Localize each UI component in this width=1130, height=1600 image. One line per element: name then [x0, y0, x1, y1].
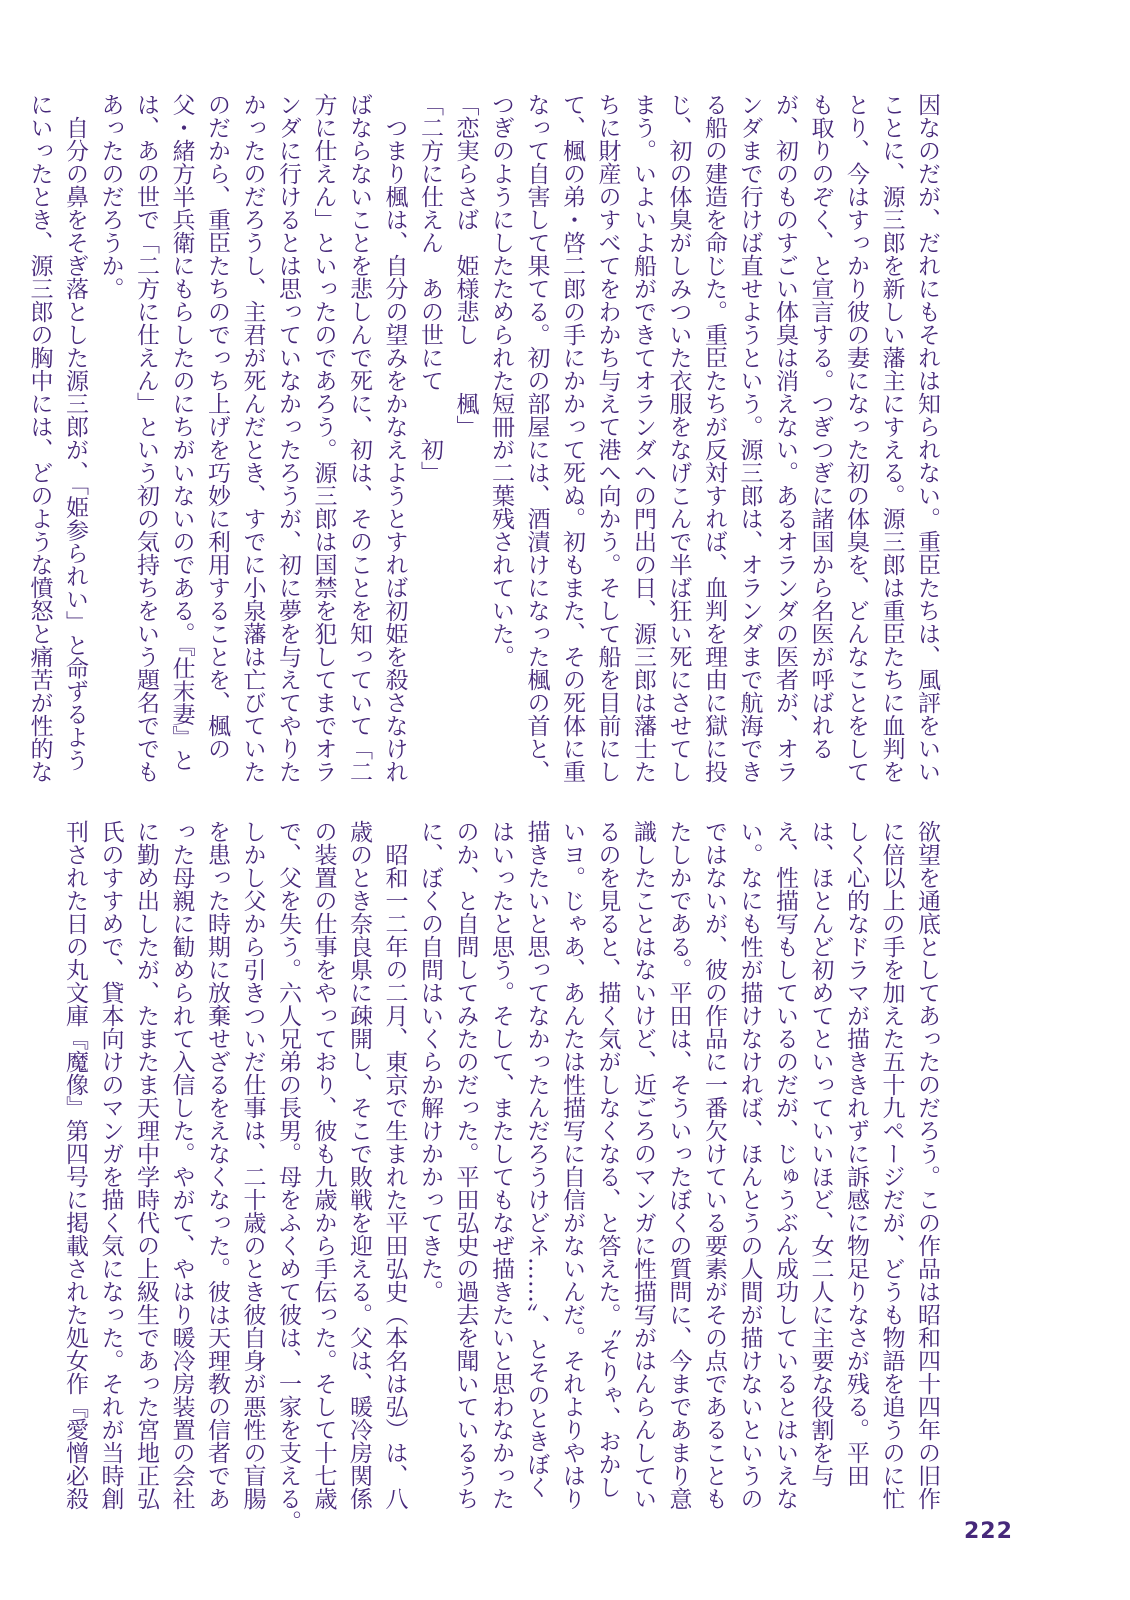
- text-line: いヨ。じゃあ、あんたは性描写に自信がないんだ。それよりやはり: [559, 820, 585, 1510]
- page-number: 222: [964, 1519, 1013, 1544]
- lower-text-block: [62, 820, 944, 1533]
- text-line: じ、初の体臭がしみついた衣服をなげこんで半ば狂い死にさせてし: [665, 93, 692, 783]
- text-line: ことに、源三郎を新しい藩主にすえる。源三郎は重臣たちに血判を: [878, 93, 905, 783]
- text-line: なって自害して果てる。初の部屋には、酒漬けになった楓の首と、: [523, 93, 550, 783]
- text-line: 昭和一二年の二月、東京で生まれた平田弘史（本名は弘）は、八: [381, 820, 408, 1510]
- text-line: るのを見ると、描く気がしなくなる、と答えた。〝そりゃ、おかし: [594, 820, 621, 1499]
- poem-line: 「恋実らさば 姫様悲し 楓」: [452, 93, 479, 438]
- text-line: に倍以上の手を加えた五十九ページだが、どうも物語を追うのに忙: [878, 820, 905, 1510]
- text-line: 欲望を通底としてあったのだろう。この作品は昭和四十四年の旧作: [914, 820, 940, 1510]
- poem-line: 「二方に仕えん あの世にて 初」: [417, 93, 443, 484]
- text-line: とり、今はすっかり彼の妻になった初の体臭を、どんなことをして: [843, 93, 869, 783]
- text-line: 刊された日の丸文庫『魔像』第四号に掲載された処女作『愛憎必殺: [62, 820, 88, 1510]
- text-line: はいったと思う。そして、またしてもなぜ描きたいと思わなかった: [488, 820, 514, 1510]
- text-line: 父・緒方半兵衛にもらしたのにちがいないのである。『仕末妻』と: [168, 93, 195, 772]
- text-line: て、楓の弟・啓二郎の手にかかって死ぬ。初もまた、その死体に重: [559, 93, 585, 783]
- text-line: まう。いよいよ船ができてオランダへの門出の日、源三郎は藩士た: [630, 93, 656, 783]
- text-line: は、あの世で「二方に仕えん」という初の気持ちをいう題名ででも: [133, 93, 159, 783]
- text-line: かったのだろうし、主君が死んだとき、すでに小泉藩は亡びていた: [239, 93, 266, 783]
- text-line: ではないが、彼の作品に一番欠けている要素がその点であることも: [701, 820, 727, 1510]
- text-line: の装置の仕事をやっており、彼も九歳から手伝った。そして十七歳: [310, 820, 337, 1510]
- text-line: 方に仕えん」といったのであろう。源三郎は国禁を犯してまでオラ: [310, 93, 337, 783]
- text-line: ンダに行けるとは思っていなかったろうが、初に夢を与えてやりた: [275, 93, 301, 783]
- text-line: つまり楓は、自分の望みをかなえようとすれば初姫を殺さなけれ: [381, 93, 408, 783]
- text-line: を患った時期に放棄せざるをえなくなった。彼は天理教の信者であ: [204, 820, 230, 1510]
- text-line: ンダまで行けば直せようという。源三郎は、オランダまで航海でき: [736, 93, 763, 783]
- text-line: のだから、重臣たちのでっち上げを巧妙に利用することを、楓の: [204, 93, 230, 760]
- text-line: 因なのだが、だれにもそれは知られない。重臣たちは、風評をいい: [914, 93, 940, 783]
- text-line: しく心的なドラマが描ききれずに訴感に物足りなさが残る。平田: [843, 820, 869, 1487]
- text-line: え、性描写もしているのだが、じゅうぶん成功しているとはいえな: [772, 820, 798, 1510]
- text-line: ちに財産のすべてをわかち与えて港へ向かう。そして船を目前にし: [594, 93, 621, 783]
- text-line: ばならないことを悲しんで死に、初は、そのことを知っていて「二: [346, 93, 372, 783]
- text-line: も取りのぞく、と宣言する。つぎつぎに諸国から名医が呼ばれる: [807, 93, 834, 760]
- text-line: しかし父から引きついだ仕事は、二十歳のとき彼自身が悪性の盲腸: [239, 820, 266, 1510]
- text-line: にいったとき、源三郎の胸中には、どのような憤怒と痛苦が性的な: [26, 93, 53, 783]
- text-line: い。なにも性が描けなければ、ほんとうの人間が描けないというの: [736, 820, 763, 1510]
- text-line: は、ほとんど初めてといっていいほど、女二人に主要な役割を与: [807, 820, 834, 1487]
- text-line: った母親に勧められて入信した。やがて、やはり暖冷房装置の会社: [168, 820, 195, 1510]
- text-line: あったのだろうか。: [97, 93, 124, 300]
- text-line: で、父を失う。六人兄弟の長男。母をふくめて彼は、一家を支える。: [275, 820, 301, 1533]
- text-line: たしかである。平田は、そういったぼくの質問に、今まであまり意: [665, 820, 692, 1510]
- text-line: のか、と自問してみたのだった。平田弘史の過去を聞いているうち: [452, 820, 479, 1510]
- text-line: つぎのようにしたためられた短冊が二葉残されていた。: [488, 93, 514, 668]
- text-line: に勤め出したが、たまたま天理中学時代の上級生であった宮地正弘: [133, 820, 159, 1510]
- text-line: 歳のとき奈良県に疎開し、そこで敗戦を迎える。父は、暖冷房関係: [346, 820, 372, 1510]
- text-line: が、初のものすごい体臭は消えない。あるオランダの医者が、オラ: [772, 93, 798, 783]
- text-line: 自分の鼻をそぎ落とした源三郎が、「姫参られい」と命ずるよう: [62, 93, 88, 772]
- text-line: 氏のすすめで、貸本向けのマンガを描く気になった。それが当時創: [97, 820, 124, 1510]
- text-line: る船の建造を命じた。重臣たちが反対すれば、血判を理由に獄に投: [701, 93, 727, 783]
- text-line: に、ぼくの自問はいくらか解けかかってきた。: [417, 820, 443, 1303]
- text-line: 識したことはないけど、近ごろのマンガに性描写がはんらんしてい: [630, 820, 656, 1510]
- text-line: 描きたいと思ってなかったんだろうけどネ……〟、とそのときぼく: [523, 820, 550, 1499]
- upper-text-block: [26, 93, 944, 803]
